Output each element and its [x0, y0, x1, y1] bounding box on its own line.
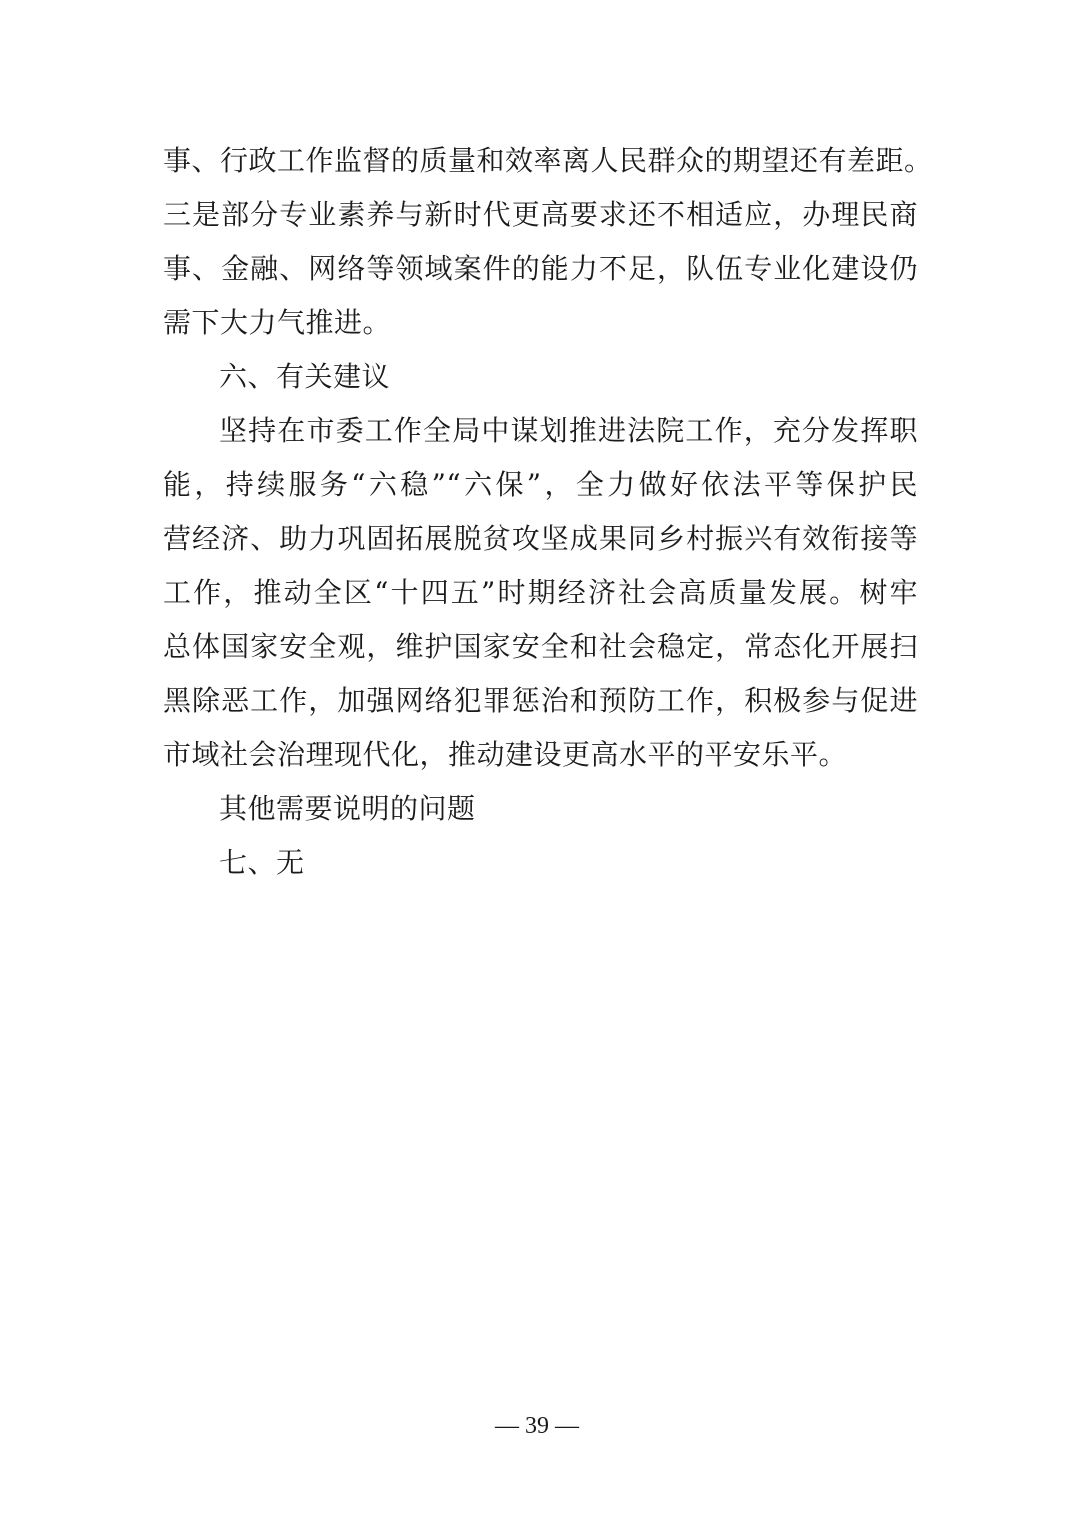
text-line: 市域社会治理现代化，推动建设更高水平的平安乐平。: [163, 738, 848, 771]
text-line: 需下大力气推进。: [163, 306, 392, 339]
section-heading: 七、无: [219, 846, 305, 879]
text-line: 事、金融、网络等领域案件的能力不足，队伍专业化建设仍: [163, 252, 918, 285]
text-line: 坚持在市委工作全局中谋划推进法院工作，充分发挥职: [219, 414, 918, 447]
section-heading: 其他需要说明的问题: [219, 792, 476, 825]
text-line: 营经济、助力巩固拓展脱贫攻坚成果同乡村振兴有效衔接等: [163, 522, 918, 555]
text-line: 能，持续服务“六稳”“六保”，全力做好依法平等保护民: [163, 468, 918, 501]
text-line: 黑除恶工作，加强网络犯罪惩治和预防工作，积极参与促进: [163, 684, 918, 717]
document-body: [163, 134, 933, 890]
text-line: 三是部分专业素养与新时代更高要求还不相适应，办理民商: [163, 198, 918, 231]
section-heading: 六、有关建议: [219, 360, 391, 393]
page-number: — 39 —: [495, 1413, 579, 1439]
text-line: 工作，推动全区“十四五”时期经济社会高质量发展。树牢: [163, 576, 918, 609]
text-line: 事、行政工作监督的质量和效率离人民群众的期望还有差距。: [163, 144, 933, 177]
text-line: 总体国家安全观，维护国家安全和社会稳定，常态化开展扫: [163, 630, 918, 663]
